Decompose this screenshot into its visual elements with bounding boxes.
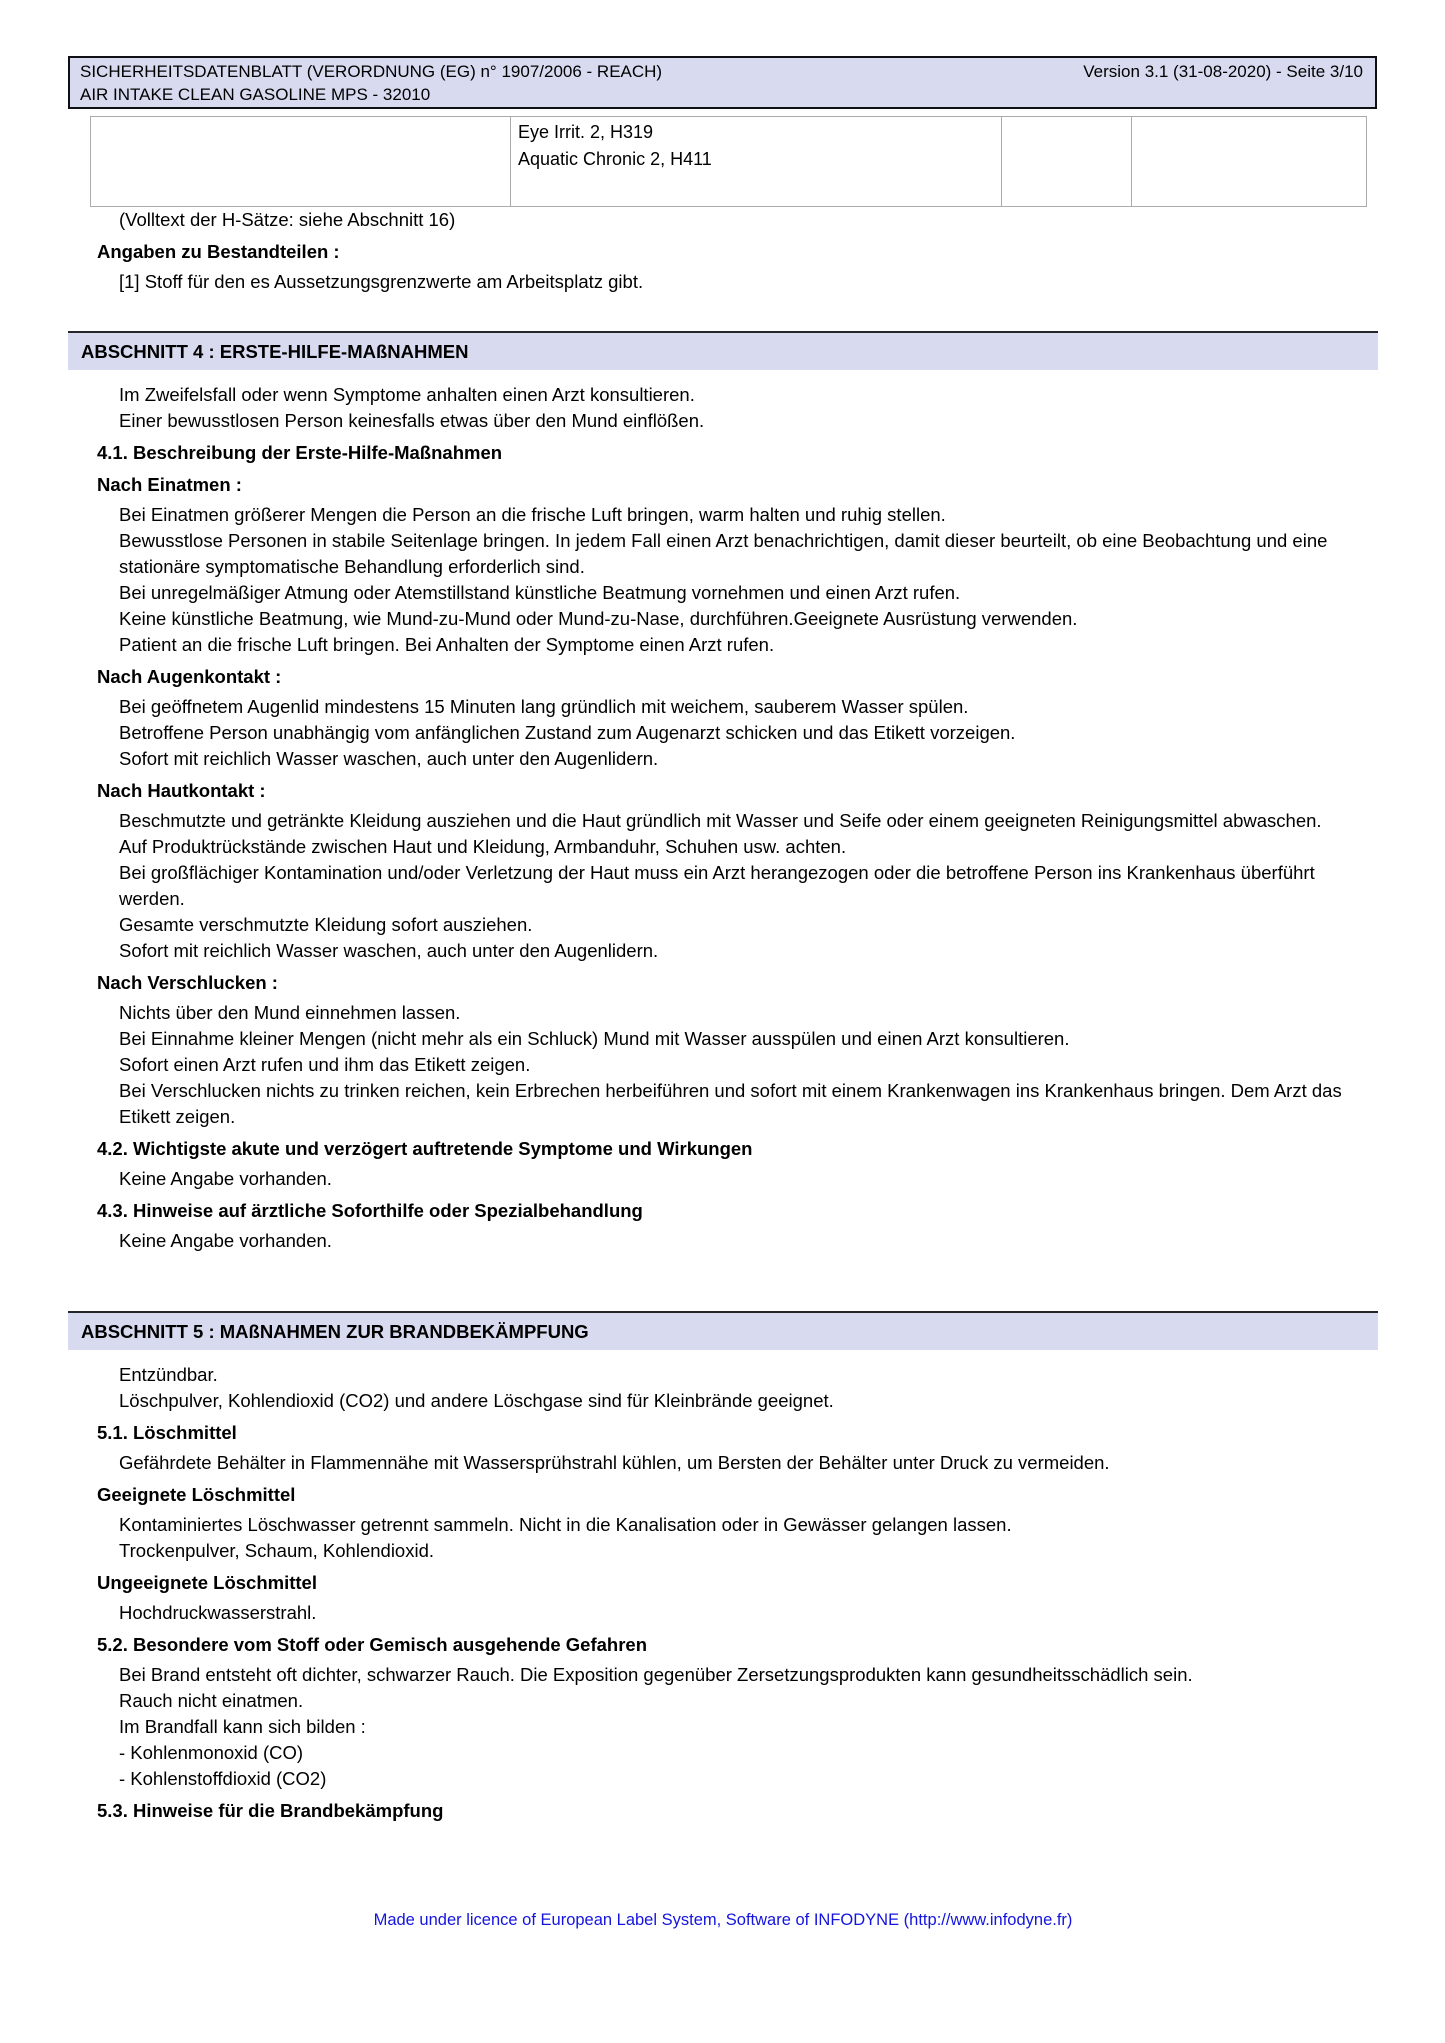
subsection-heading: 5.1. Löschmittel	[97, 1422, 237, 1443]
footer-licence-link[interactable]: Made under licence of European Label System, Software of INFODYNE (http://www.infodyne.fr)	[373, 1911, 1073, 1929]
text-line: Keine künstliche Beatmung, wie Mund-zu-Mund oder Mund-zu-Nase, durchführen.Geeignete Ausrüstung verwenden.	[119, 608, 1078, 629]
text-line: Bei geöffnetem Augenlid mindestens 15 Minuten lang gründlich mit weichem, sauberem Wasser spülen.	[119, 696, 969, 717]
section4-content	[68, 207, 1378, 1254]
text-line: Trockenpulver, Schaum, Kohlendioxid.	[119, 1540, 435, 1561]
subsection-heading: 4.3. Hinweise auf ärztliche Soforthilfe oder Spezialbehandlung	[97, 1200, 643, 1221]
subsection-heading: Nach Hautkontakt :	[97, 780, 266, 801]
page-header	[68, 56, 1377, 109]
text-line: - Kohlenmonoxid (CO)	[119, 1742, 304, 1763]
text-line: Sofort mit reichlich Wasser waschen, auch unter den Augenlidern.	[119, 748, 659, 769]
components-note: [1] Stoff für den es Aussetzungsgrenzwerte am Arbeitsplatz gibt.	[119, 271, 644, 292]
text-line: Löschpulver, Kohlendioxid (CO2) und andere Löschgase sind für Kleinbrände geeignet.	[119, 1390, 834, 1411]
section5-content	[68, 1311, 1378, 1828]
text-line: Bei unregelmäßiger Atmung oder Atemstillstand künstliche Beatmung vornehmen und einen Arzt rufen.	[119, 582, 961, 603]
text-line: Einer bewusstlosen Person keinesfalls etwas über den Mund einflößen.	[119, 410, 705, 431]
volltext-note: (Volltext der H-Sätze: siehe Abschnitt 16)	[119, 209, 456, 230]
section4-header-band	[68, 331, 1378, 370]
text-line: Auf Produktrückstände zwischen Haut und Kleidung, Armbanduhr, Schuhen usw. achten.	[119, 836, 847, 857]
subsection-heading: Geeignete Löschmittel	[97, 1484, 296, 1505]
classification-line: Eye Irrit. 2, H319	[518, 122, 654, 142]
subsection-heading: 4.2. Wichtigste akute und verzögert auftretende Symptome und Wirkungen	[97, 1138, 753, 1159]
text-line: Bewusstlose Personen in stabile Seitenlage bringen. In jedem Fall einen Arzt benachrichtigen, damit dieser beurteilt, ob eine Beobachtung und eine stationäre symptomatische Behandlung erforderlich sind.	[119, 530, 1328, 577]
subsection-heading: 5.3. Hinweise für die Brandbekämpfung	[97, 1800, 444, 1821]
text-line: Kontaminiertes Löschwasser getrennt sammeln. Nicht in die Kanalisation oder in Gewässer gelangen lassen.	[119, 1514, 1012, 1535]
text-line: Bei Einatmen größerer Mengen die Person an die frische Luft bringen, warm halten und ruhig stellen.	[119, 504, 946, 525]
table-cell-percentage	[1002, 117, 1132, 206]
text-line: Bei Verschlucken nichts zu trinken reichen, kein Erbrechen herbeiführen und sofort mit einem Krankenwagen ins Krankenhaus bringen. Dem Arzt das Etikett zeigen.	[119, 1080, 1342, 1127]
table-cell-classification	[511, 117, 1002, 206]
text-line: Rauch nicht einatmen.	[119, 1690, 304, 1711]
subsection-heading: 5.2. Besondere vom Stoff oder Gemisch ausgehende Gefahren	[97, 1634, 648, 1655]
text-line: Betroffene Person unabhängig vom anfänglichen Zustand zum Augenarzt schicken und das Etikett vorzeigen.	[119, 722, 1016, 743]
table-cell-substance	[91, 117, 511, 206]
text-line: - Kohlenstoffdioxid (CO2)	[119, 1768, 327, 1789]
text-line: Bei Brand entsteht oft dichter, schwarzer Rauch. Die Exposition gegenüber Zersetzungsprodukten kann gesundheitsschädlich sein.	[119, 1664, 1193, 1685]
subsection-heading: Nach Augenkontakt :	[97, 666, 282, 687]
text-line: Bei großflächiger Kontamination und/oder Verletzung der Haut muss ein Arzt herangezogen oder die betroffene Person ins Krankenhaus überführt werden.	[119, 862, 1315, 909]
page-footer	[68, 1908, 1378, 1932]
text-line: Entzündbar.	[119, 1364, 218, 1385]
subsection-heading: 4.1. Beschreibung der Erste-Hilfe-Maßnahmen	[97, 442, 503, 463]
text-line: Hochdruckwasserstrahl.	[119, 1602, 317, 1623]
text-line: Im Brandfall kann sich bilden :	[119, 1716, 366, 1737]
subsection-heading: Nach Einatmen :	[97, 474, 242, 495]
text-line: Nichts über den Mund einnehmen lassen.	[119, 1002, 461, 1023]
subsection-heading: Nach Verschlucken :	[97, 972, 278, 993]
table-cell-note	[1132, 117, 1366, 206]
text-line: Bei Einnahme kleiner Mengen (nicht mehr als ein Schluck) Mund mit Wasser ausspülen und einen Arzt konsultieren.	[119, 1028, 1070, 1049]
product-name: AIR INTAKE CLEAN GASOLINE MPS - 32010	[80, 85, 431, 104]
text-line: Gesamte verschmutzte Kleidung sofort ausziehen.	[119, 914, 533, 935]
text-line: Sofort einen Arzt rufen und ihm das Etikett zeigen.	[119, 1054, 531, 1075]
text-line: Keine Angabe vorhanden.	[119, 1230, 332, 1251]
section5-title: ABSCHNITT 5 : MAßNAHMEN ZUR BRANDBEKÄMPFUNG	[81, 1320, 589, 1342]
components-heading: Angaben zu Bestandteilen :	[97, 241, 340, 262]
section5-header-band	[68, 1311, 1378, 1350]
sds-title: SICHERHEITSDATENBLATT (VERORDNUNG (EG) n° 1907/2006 - REACH)	[80, 62, 663, 81]
text-line: Gefährdete Behälter in Flammennähe mit Wassersprühstrahl kühlen, um Bersten der Behälter unter Druck zu vermeiden.	[119, 1452, 1110, 1473]
classification-line: Aquatic Chronic 2, H411	[518, 149, 712, 169]
text-line: Im Zweifelsfall oder wenn Symptome anhalten einen Arzt konsultieren.	[119, 384, 695, 405]
subsection-heading: Ungeeignete Löschmittel	[97, 1572, 317, 1593]
text-line: Patient an die frische Luft bringen. Bei Anhalten der Symptome einen Arzt rufen.	[119, 634, 775, 655]
version-page-info: Version 3.1 (31-08-2020) - Seite 3/10	[1083, 62, 1363, 81]
text-line: Sofort mit reichlich Wasser waschen, auch unter den Augenlidern.	[119, 940, 659, 961]
text-line: Beschmutzte und getränkte Kleidung ausziehen und die Haut gründlich mit Wasser und Seife oder einem geeigneten Reinigungsmittel abwaschen.	[119, 810, 1322, 831]
section4-title: ABSCHNITT 4 : ERSTE-HILFE-MAßNAHMEN	[81, 340, 469, 362]
text-line: Keine Angabe vorhanden.	[119, 1168, 332, 1189]
composition-table	[90, 116, 1367, 207]
